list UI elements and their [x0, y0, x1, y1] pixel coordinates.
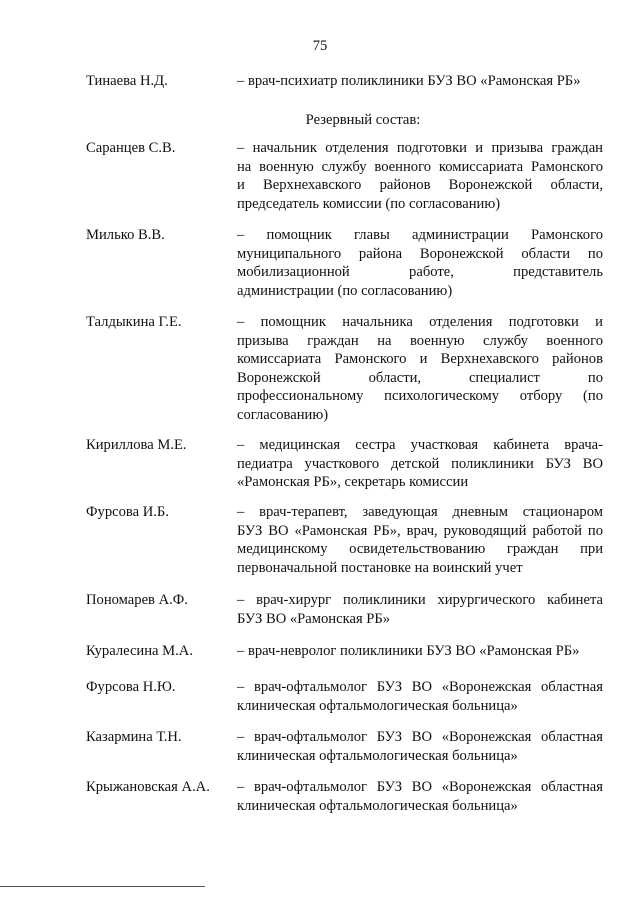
role-line: – врач-невролог поликлиники БУЗ ВО «Рамонская РБ»	[237, 643, 580, 659]
member-role	[237, 226, 603, 300]
member-name: Пономарев А.Ф.	[86, 592, 188, 608]
member-role	[237, 139, 603, 213]
role-line: муниципального района Воронежской области по	[237, 245, 603, 262]
role-line: комиссариата Рамонского и Верхнехавского районов	[237, 351, 603, 367]
reserve-section-title	[0, 111, 640, 130]
member-role	[237, 642, 603, 661]
member-name: Талдыкина Г.Е.	[86, 314, 182, 330]
role-line: – врач-психиатр поликлиники БУЗ ВО «Рамонская РБ»	[237, 73, 581, 89]
role-line: мобилизационной работе, представитель	[237, 264, 603, 280]
role-line: призыва граждан на военную службу военного	[237, 332, 603, 349]
role-line: – помощник главы администрации Рамонского	[237, 227, 603, 243]
role-line: БУЗ ВО «Рамонская РБ»	[237, 610, 391, 627]
role-line: «Рамонская РБ», секретарь комиссии	[237, 474, 469, 490]
member-role	[237, 436, 603, 492]
member-role	[237, 728, 603, 765]
role-line: клиническая офтальмологическая больница»	[237, 697, 518, 714]
member-name: Куралесина М.А.	[86, 643, 193, 659]
role-line: первоначальной постановке на воинский учет	[237, 559, 523, 576]
member-role	[237, 778, 603, 815]
role-line: – врач-хирург поликлиники хирургического кабинета	[237, 592, 603, 608]
member-name: Казармина Т.Н.	[86, 729, 182, 745]
member-name: Саранцев С.В.	[86, 140, 176, 156]
role-line: администрации (по согласованию)	[237, 282, 453, 299]
role-line: Воронежской области, специалист по	[237, 369, 603, 386]
member-role	[237, 313, 603, 424]
role-line: председатель комиссии (по согласованию)	[237, 195, 501, 212]
footer-divider	[0, 886, 205, 887]
role-line: – врач-офтальмолог БУЗ ВО «Воронежская областная	[237, 779, 603, 795]
role-line: профессиональному психологическому отбору (по	[237, 388, 603, 404]
reserve-title-text: Резервный состав:	[305, 112, 421, 128]
member-name: Милько В.В.	[86, 227, 165, 243]
role-line: педиатра участкового детской поликлиники БУЗ ВО	[237, 455, 603, 472]
role-line: согласованию)	[237, 406, 329, 423]
role-line: медицинскому освидетельствованию граждан при	[237, 541, 603, 557]
role-line: – врач-терапевт, заведующая дневным стационаром	[237, 504, 603, 520]
member-name: Фурсова Н.Ю.	[86, 679, 176, 695]
role-line: клиническая офтальмологическая больница»	[237, 797, 518, 814]
role-line: и Верхнехавского районов Воронежской области,	[237, 177, 603, 193]
page-number: 75	[312, 38, 328, 54]
role-line: – медицинская сестра участковая кабинета врача-	[237, 437, 603, 453]
role-line: БУЗ ВО «Рамонская РБ», врач, руководящий работой по	[237, 522, 603, 539]
role-line: – врач-офтальмолог БУЗ ВО «Воронежская областная	[237, 729, 603, 745]
role-line: на военную службу военного комиссариата Рамонского	[237, 158, 603, 175]
role-line: – врач-офтальмолог БУЗ ВО «Воронежская областная	[237, 679, 603, 695]
member-name: Фурсова И.Б.	[86, 504, 169, 520]
member-name: Крыжановская А.А.	[86, 779, 210, 795]
member-role	[237, 591, 603, 628]
member-name: Тинаева Н.Д.	[86, 73, 168, 89]
role-line: клиническая офтальмологическая больница»	[237, 747, 518, 764]
member-name: Кириллова М.Е.	[86, 437, 187, 453]
role-line: – начальник отделения подготовки и призыва граждан	[237, 140, 603, 156]
role-line: – помощник начальника отделения подготовки и	[237, 314, 603, 330]
member-role	[237, 678, 603, 715]
member-role	[237, 72, 603, 91]
member-role	[237, 503, 603, 577]
